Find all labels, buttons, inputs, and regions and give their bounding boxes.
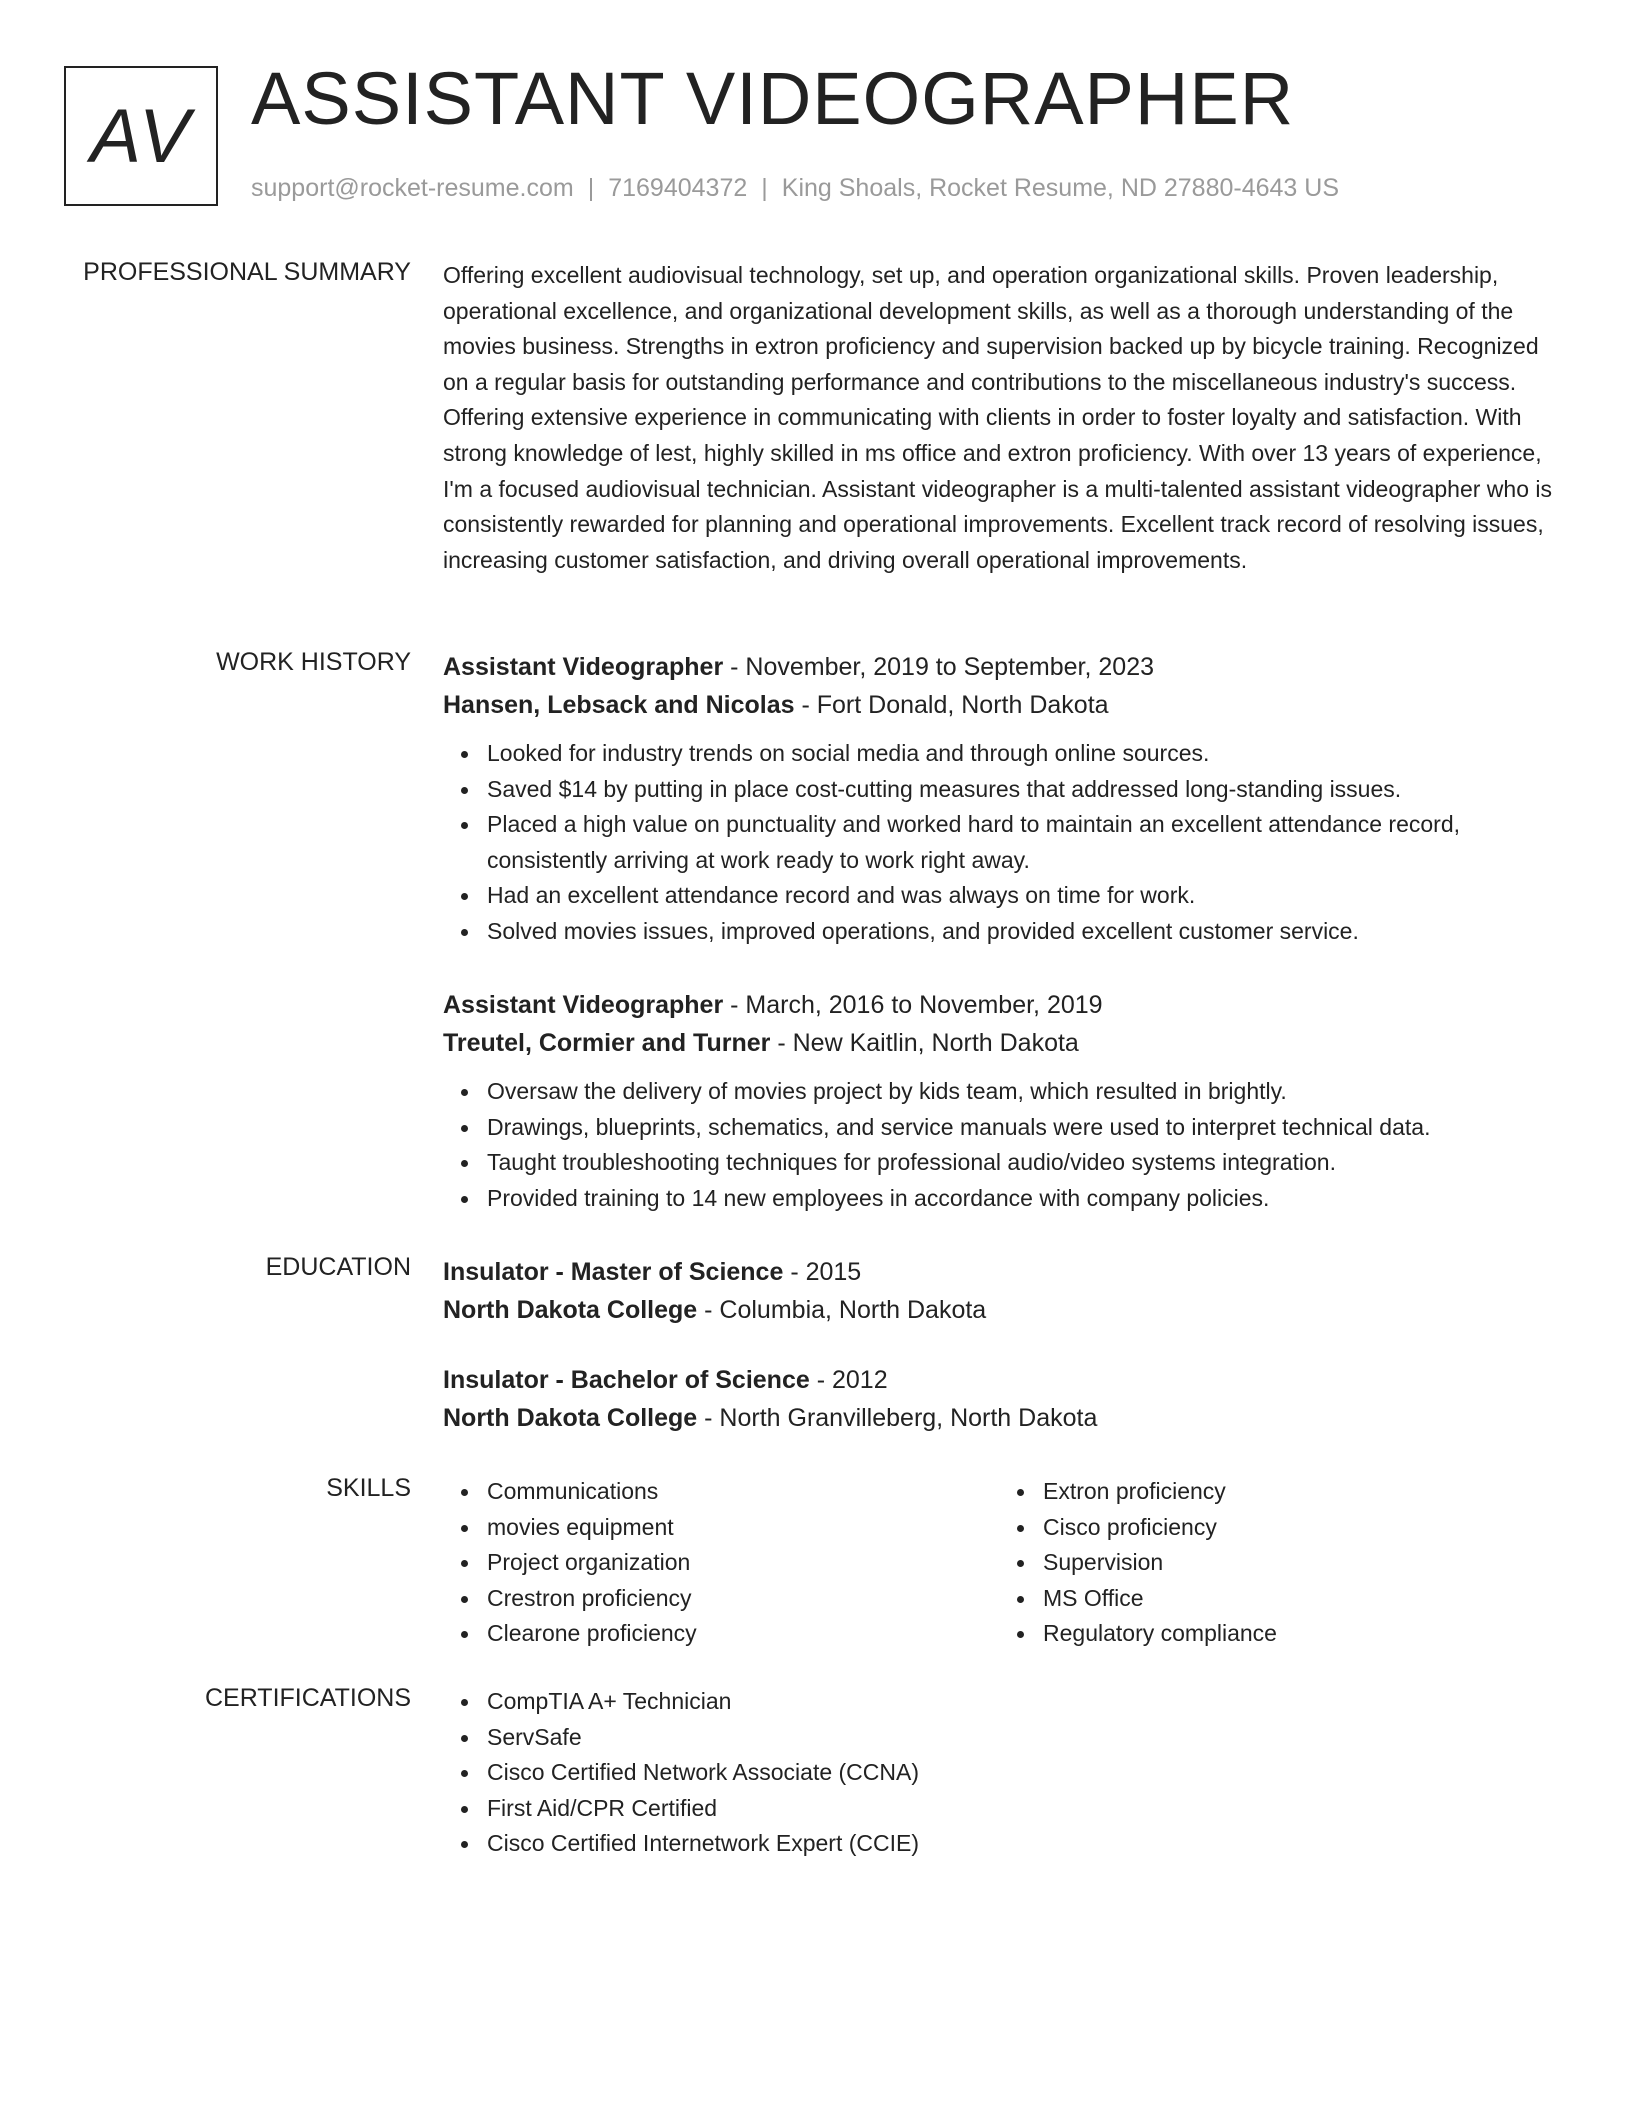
skills-list-right bbox=[999, 1474, 1555, 1652]
certifications-list bbox=[443, 1684, 1555, 1862]
list-item: Cisco Certified Network Associate (CCNA) bbox=[487, 1755, 1555, 1791]
list-item: CompTIA A+ Technician bbox=[487, 1684, 1555, 1720]
list-item: Had an excellent attendance record and was always on time for work. bbox=[487, 878, 1555, 914]
list-item: Placed a high value on punctuality and worked hard to maintain an excellent attendance record, consistently arriving at work ready to work right away. bbox=[487, 807, 1555, 878]
list-item: ServSafe bbox=[487, 1720, 1555, 1756]
school-location: - Columbia, North Dakota bbox=[697, 1296, 987, 1324]
contact-email: support@rocket-resume.com bbox=[251, 174, 574, 202]
job-dates: - November, 2019 to September, 2023 bbox=[723, 653, 1155, 681]
job-company-line bbox=[443, 1024, 1555, 1062]
list-item: Cisco Certified Internetwork Expert (CCIE) bbox=[487, 1826, 1555, 1862]
list-item: Project organization bbox=[487, 1545, 999, 1581]
school: North Dakota College bbox=[443, 1296, 698, 1324]
job-title: Assistant Videographer bbox=[443, 991, 724, 1019]
degree: Insulator - Master of Science bbox=[443, 1258, 784, 1286]
job-entry bbox=[443, 648, 1555, 950]
education-entry bbox=[443, 1361, 1555, 1437]
list-item: Looked for industry trends on social media and through online sources. bbox=[487, 736, 1555, 772]
contact-phone: 7169404372 bbox=[608, 174, 748, 202]
section-label-education: EDUCATION bbox=[265, 1253, 411, 1281]
list-item: Drawings, blueprints, schematics, and service manuals were used to interpret technical data. bbox=[487, 1110, 1555, 1146]
list-item: movies equipment bbox=[487, 1510, 999, 1546]
list-item: Supervision bbox=[1043, 1545, 1555, 1581]
contact-separator: | bbox=[761, 174, 768, 202]
contact-address: King Shoals, Rocket Resume, ND 27880-4643 US bbox=[781, 174, 1340, 202]
list-item: Regulatory compliance bbox=[1043, 1616, 1555, 1652]
summary-text: Offering excellent audiovisual technology, set up, and operation organizational skills. Proven leadership, operational excellence, and organizational development skills, as well as a thorough understanding of the movies business. Strengths in extron proficiency and supervision backed up by bicycle training. Recognized on a regular basis for outstanding performance and contributions to the miscellaneous industry's success. Offering extensive experience in communicating with clients in order to foster loyalty and satisfaction. With strong knowledge of lest, highly skilled in ms office and extron proficiency. With over 13 years of experience, I'm a focused audiovisual technician. Assistant videographer is a multi-talented assistant videographer who is consistently rewarded for planning and operational improvements. Excellent track record of resolving issues, increasing customer satisfaction, and driving overall operational improvements. bbox=[443, 262, 1552, 573]
job-company: Hansen, Lebsack and Nicolas bbox=[443, 691, 795, 719]
job-location: - Fort Donald, North Dakota bbox=[794, 691, 1109, 719]
degree-year: - 2015 bbox=[783, 1258, 862, 1286]
list-item: Clearone proficiency bbox=[487, 1616, 999, 1652]
job-entry bbox=[443, 986, 1555, 1216]
list-item: Extron proficiency bbox=[1043, 1474, 1555, 1510]
page-title: ASSISTANT VIDEOGRAPHER bbox=[251, 57, 1295, 140]
list-item: Solved movies issues, improved operations, and provided excellent customer service. bbox=[487, 914, 1555, 950]
degree: Insulator - Bachelor of Science bbox=[443, 1366, 810, 1394]
list-item: MS Office bbox=[1043, 1581, 1555, 1617]
list-item: First Aid/CPR Certified bbox=[487, 1791, 1555, 1827]
monogram-initials: AV bbox=[90, 93, 192, 179]
job-title-line bbox=[443, 986, 1555, 1024]
job-company: Treutel, Cormier and Turner bbox=[443, 1029, 771, 1057]
job-bullets bbox=[443, 1074, 1555, 1216]
school-line bbox=[443, 1291, 1555, 1329]
section-label-work-history: WORK HISTORY bbox=[216, 648, 411, 676]
job-bullets bbox=[443, 736, 1555, 950]
degree-year: - 2012 bbox=[809, 1366, 888, 1394]
degree-line bbox=[443, 1361, 1555, 1399]
school: North Dakota College bbox=[443, 1404, 698, 1432]
list-item: Cisco proficiency bbox=[1043, 1510, 1555, 1546]
job-title-line bbox=[443, 648, 1555, 686]
section-label-summary: PROFESSIONAL SUMMARY bbox=[83, 258, 411, 286]
section-label-skills: SKILLS bbox=[326, 1474, 411, 1502]
list-item: Saved $14 by putting in place cost-cutting measures that addressed long-standing issues. bbox=[487, 772, 1555, 808]
contact-line bbox=[251, 174, 1339, 203]
job-company-line bbox=[443, 686, 1555, 724]
list-item: Taught troubleshooting techniques for professional audio/video systems integration. bbox=[487, 1145, 1555, 1181]
monogram-box bbox=[64, 66, 218, 206]
list-item: Communications bbox=[487, 1474, 999, 1510]
list-item: Provided training to 14 new employees in accordance with company policies. bbox=[487, 1181, 1555, 1217]
skills-list-left bbox=[443, 1474, 999, 1652]
job-dates: - March, 2016 to November, 2019 bbox=[723, 991, 1103, 1019]
job-location: - New Kaitlin, North Dakota bbox=[770, 1029, 1079, 1057]
section-label-certifications: CERTIFICATIONS bbox=[204, 1684, 411, 1712]
degree-line bbox=[443, 1253, 1555, 1291]
skills-columns bbox=[443, 1474, 1555, 1652]
school-line bbox=[443, 1399, 1555, 1437]
education-entry bbox=[443, 1253, 1555, 1329]
school-location: - North Granvilleberg, North Dakota bbox=[697, 1404, 1098, 1432]
contact-separator: | bbox=[587, 174, 595, 202]
list-item: Crestron proficiency bbox=[487, 1581, 999, 1617]
job-title: Assistant Videographer bbox=[443, 653, 724, 681]
list-item: Oversaw the delivery of movies project by kids team, which resulted in brightly. bbox=[487, 1074, 1555, 1110]
